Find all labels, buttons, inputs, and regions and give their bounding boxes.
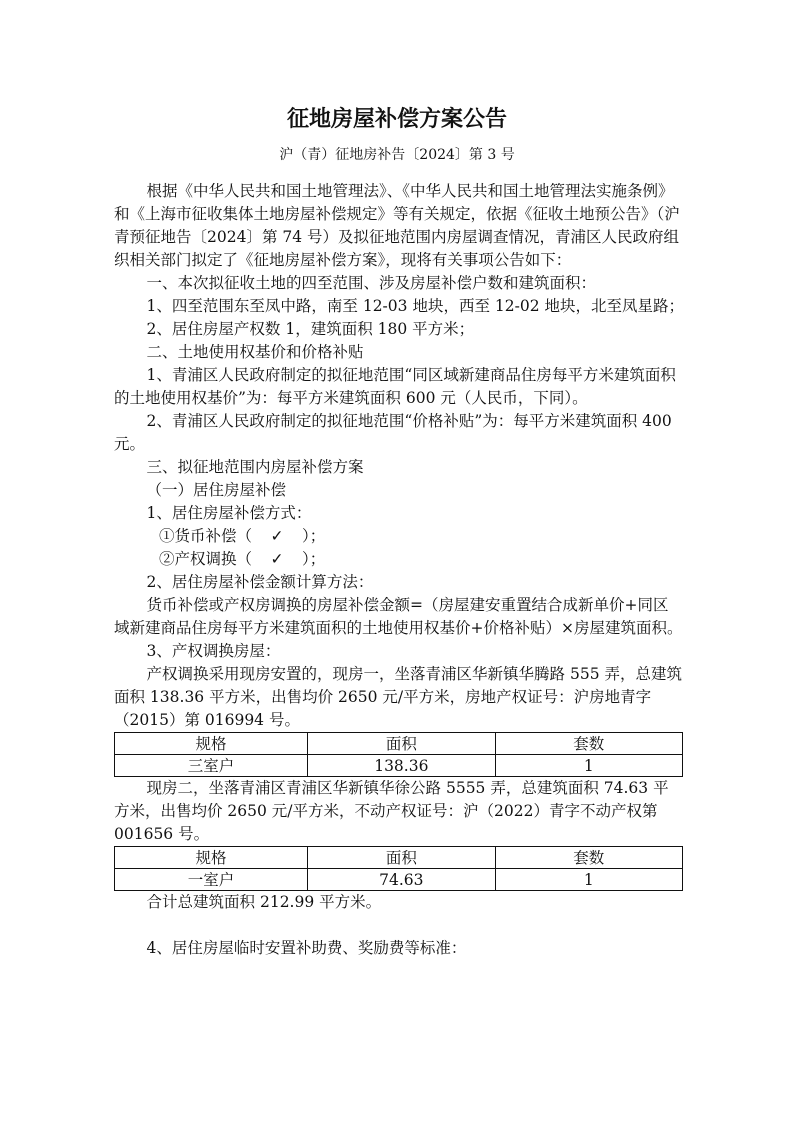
section-3-item-2: 2、居住房屋补偿金额计算方法： (146, 573, 374, 591)
checkmark-icon: ✓ (270, 550, 284, 568)
section-3-heading: 三、拟征地范围内房屋补偿方案 (146, 458, 364, 476)
table-header-cell: 面积 (308, 733, 495, 755)
compensation-formula: 货币补偿或产权房调换的房屋补偿金额=（房屋建安重置结合成新单价+同区域新建商品住房每平方米建筑面积的土地使用权基价+价格补贴）×房屋建筑面积。 (114, 596, 683, 637)
total-area: 合计总建筑面积 212.99 平方米。 (146, 893, 382, 911)
option-exchange-label: ②产权调换（ (158, 550, 252, 568)
table-cell: 74.63 (308, 869, 495, 891)
table-header-cell: 套数 (495, 847, 682, 869)
house-2-table (114, 846, 683, 891)
table-header-cell: 面积 (308, 847, 495, 869)
option-exchange-end: ）； (301, 550, 326, 568)
section-2-heading: 二、土地使用权基价和价格补贴 (146, 343, 364, 361)
table-cell: 1 (495, 869, 682, 891)
house-1-table (114, 732, 683, 777)
table-row (115, 869, 683, 891)
table-row (115, 755, 683, 777)
section-1-heading: 一、本次拟征收土地的四至范围、涉及房屋补偿户数和建筑面积： (146, 274, 597, 292)
blank-line (114, 914, 684, 937)
section-2-item-1: 1、青浦区人民政府制定的拟征地范围“同区域新建商品住房每平方米建筑面积的土地使用权基价”为：每平方米建筑面积 600 元（人民币，下同）。 (114, 366, 676, 407)
table-header-row (115, 847, 683, 869)
checkmark-icon: ✓ (270, 527, 284, 545)
table-cell: 三室户 (115, 755, 308, 777)
table-cell: 1 (495, 755, 682, 777)
section-2-item-2: 2、青浦区人民政府制定的拟征地范围“价格补贴”为：每平方米建筑面积 400 元。 (114, 412, 672, 453)
table-header-row (115, 733, 683, 755)
document-body (114, 180, 684, 960)
section-1-item-1: 1、四至范围东至凤中路，南至 12-03 地块，西至 12-02 地块，北至凤星路； (146, 297, 684, 315)
option-monetary-label: ①货币补偿（ (158, 527, 252, 545)
house-1-description: 产权调换采用现房安置的，现房一，坐落青浦区华新镇华腾路 555 弄，总建筑面积 138.36 平方米，出售均价 2650 元/平方米，房地产权证号：沪房地青字（2015）第 016994 号。 (114, 665, 682, 729)
option-monetary (114, 525, 684, 548)
intro-paragraph: 根据《中华人民共和国土地管理法》、《中华人民共和国土地管理法实施条例》和《上海市征收集体土地房屋补偿规定》等有关规定，依据《征收土地预公告》（沪青预征地告〔2024〕第 74 号）及拟征地范围内房屋调查情况，青浦区人民政府组织相关部门拟定了《征地房屋补偿方案》，现将有关事项公告如下： (114, 182, 680, 269)
house-2-description: 现房二，坐落青浦区青浦区华新镇华徐公路 5555 弄，总建筑面积 74.63 平方米，出售均价 2650 元/平方米，不动产权证号：沪（2022）青字不动产权第 001656 号。 (114, 779, 669, 843)
section-3-item-3: 3、产权调换房屋： (146, 642, 281, 660)
section-3-item-1: 1、居住房屋补偿方式： (146, 504, 312, 522)
option-exchange (114, 548, 684, 571)
document-title: 征地房屋补偿方案公告 (286, 107, 507, 132)
section-1-item-2: 2、居住房屋产权数 1，建筑面积 180 平方米； (146, 320, 475, 338)
document-number: 沪（青）征地房补告〔2024〕第 3 号 (279, 147, 515, 163)
section-3-subheading: （一）居住房屋补偿 (146, 481, 287, 499)
section-3-item-4: 4、居住房屋临时安置补助费、奖励费等标准： (146, 939, 467, 957)
table-cell: 一室户 (115, 869, 308, 891)
table-header-cell: 规格 (115, 733, 308, 755)
table-header-cell: 套数 (495, 733, 682, 755)
option-monetary-end: ）； (301, 527, 326, 545)
table-cell: 138.36 (308, 755, 495, 777)
table-header-cell: 规格 (115, 847, 308, 869)
